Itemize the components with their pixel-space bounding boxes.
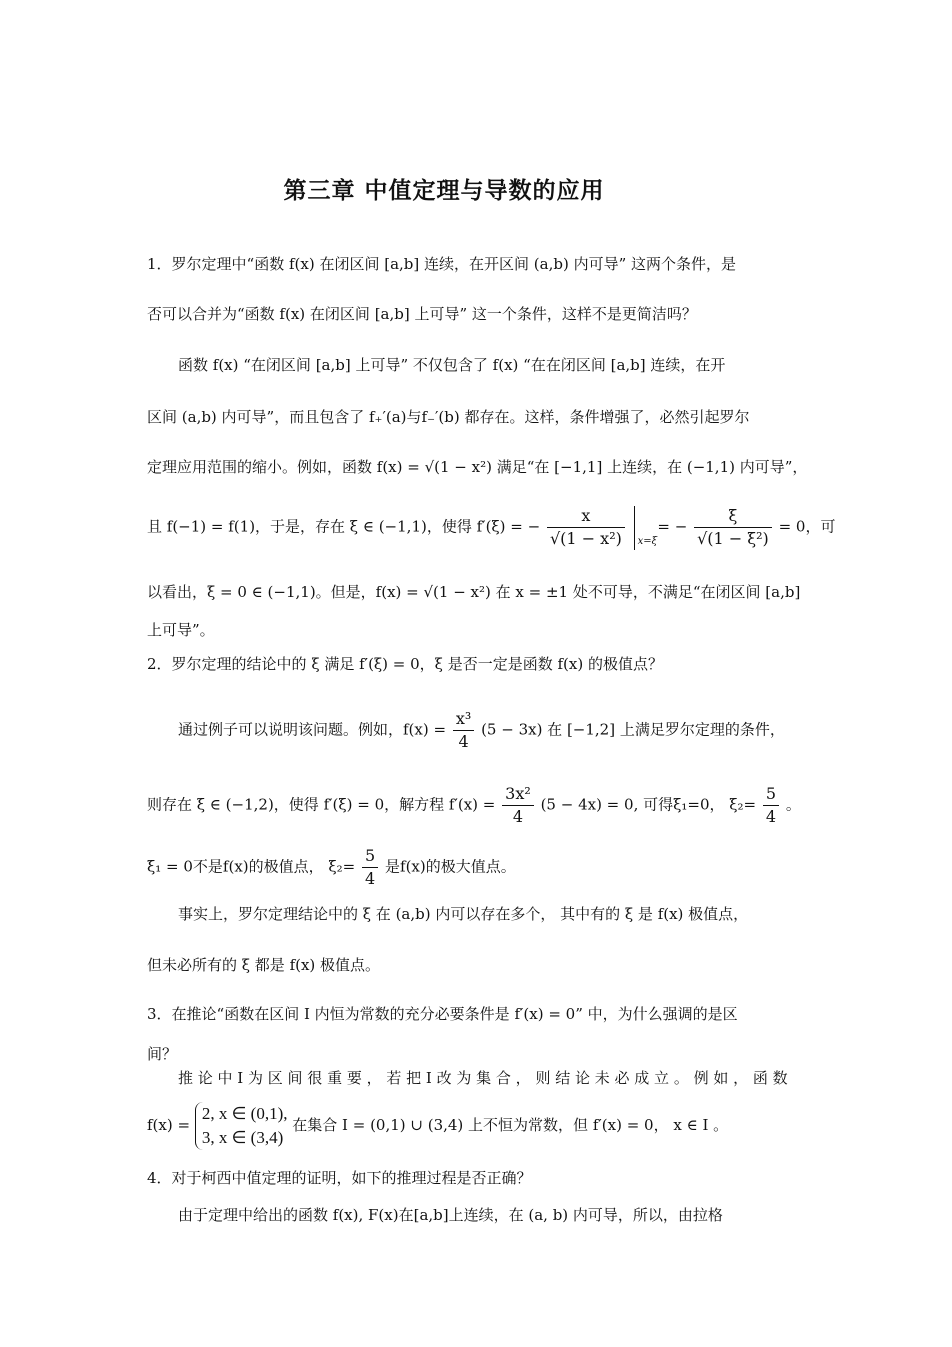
answer-1-line-4-part-a: 且 f(−1) = f(1)，于是，存在 ξ ∈ (−1,1)，使得 f′(ξ) = − [147, 517, 541, 536]
evaluation-subscript: x=ξ [637, 535, 658, 547]
question-3-line-2: 间？ [147, 1045, 178, 1063]
piecewise-function-label: f(x) = [147, 1116, 191, 1134]
piecewise-case-1: 2, x ∈ (0,1), [201, 1104, 288, 1123]
answer-2-line-1 [178, 708, 785, 753]
answer-1-line-4 [147, 505, 835, 550]
piecewise-case-2: 3, x ∈ (3,4) [201, 1128, 284, 1147]
answer-2-line-4: 事实上，罗尔定理结论中的 ξ 在 (a,b) 内可以存在多个， 其中有的 ξ 是 f(x) 极值点， [178, 905, 749, 923]
answer-2-line-5: 但未必所有的 ξ 都是 f(x) 极值点。 [147, 956, 381, 974]
function-fraction [453, 708, 474, 753]
fraction-3-numerator: 3x² [502, 783, 534, 806]
root-fraction-numerator: 5 [763, 783, 779, 806]
fraction-1-numerator: x [547, 505, 625, 528]
answer-1-line-2: 区间 (a,b) 内可导”，而且包含了 f₊′(a)与f₋′(b) 都存在。这样，条件增强了，必然引起罗尔 [147, 408, 750, 426]
answer-2-line-3 [147, 845, 516, 890]
answer-2-line-1-part-b: (5 − 3x) 在 [−1,2] 上满足罗尔定理的条件， [481, 720, 785, 739]
fraction-1-denominator: √(1 − x²) [549, 529, 622, 548]
answer-3-line-1: 推 论 中 I 为 区 间 很 重 要 ， 若 把 I 改 为 集 合 ， 则 结 论 未 必 成 立 。 例 如 ， 函 数 [178, 1069, 788, 1087]
chapter-title: 第三章 中值定理与导数的应用 [283, 178, 605, 204]
root-fraction [763, 783, 779, 828]
fraction-2-denominator: √(1 − ξ²) [697, 529, 769, 548]
question-1-line-1: 1．罗尔定理中“函数 f(x) 在闭区间 [a,b] 连续，在开区间 (a,b) 内可导” 这两个条件，是 [147, 255, 737, 273]
derivative-fraction-3 [502, 783, 534, 828]
maximum-fraction-denominator: 4 [365, 869, 376, 888]
derivative-fraction-2 [694, 505, 772, 550]
evaluation-bar [634, 506, 658, 550]
answer-2-line-2-part-c: 。 [785, 795, 801, 814]
piecewise-cases [195, 1102, 288, 1150]
question-1-line-2: 否可以合并为“函数 f(x) 在闭区间 [a,b] 上可导” 这一个条件，这样不是更简洁吗？ [147, 305, 697, 323]
maximum-fraction [362, 845, 378, 890]
question-4: 4．对于柯西中值定理的证明，如下的推理过程是否正确？ [147, 1169, 532, 1187]
answer-1-line-5: 以看出，ξ = 0 ∈ (−1,1)。但是，f(x) = √(1 − x²) 在 x = ±1 处不可导，不满足“在闭区间 [a,b] [147, 583, 801, 601]
fraction-3-denominator: 4 [512, 807, 524, 826]
answer-1-line-6: 上可导”。 [147, 621, 215, 639]
function-fraction-numerator: x³ [453, 708, 474, 731]
answer-2-line-1-part-a: 通过例子可以说明该问题。例如，f(x) = [178, 720, 447, 739]
answer-2-line-3-part-b: 是f(x)的极大值点。 [385, 857, 516, 876]
answer-1-line-3: 定理应用范围的缩小。例如，函数 f(x) = √(1 − x²) 满足“在 [−1,1] 上连续，在 (−1,1) 内可导”， [147, 458, 808, 476]
answer-1-line-4-part-b: = − [657, 517, 688, 536]
question-2: 2．罗尔定理的结论中的 ξ 满足 f′(ξ) = 0，ξ 是否一定是函数 f(x) 的极值点？ [147, 655, 663, 673]
answer-1-line-4-part-c: = 0，可 [778, 517, 836, 536]
answer-2-line-2 [147, 783, 801, 828]
answer-2-line-2-part-b: (5 − 4x) = 0, 可得ξ₁=0， ξ₂= [540, 795, 757, 814]
answer-3-line-2 [147, 1102, 728, 1150]
answer-2-line-2-part-a: 则存在 ξ ∈ (−1,2)，使得 f′(ξ) = 0，解方程 f′(x) = [147, 795, 496, 814]
fraction-2-numerator: ξ [694, 505, 772, 528]
maximum-fraction-numerator: 5 [362, 845, 378, 868]
function-fraction-denominator: 4 [458, 732, 469, 751]
answer-3-line-2-part-b: 在集合 I = (0,1) ∪ (3,4) 上不恒为常数，但 f′(x) = 0， x ∈ I 。 [292, 1116, 729, 1134]
root-fraction-denominator: 4 [765, 807, 777, 826]
answer-2-line-3-part-a: ξ₁ = 0不是f(x)的极值点， ξ₂= [147, 857, 356, 876]
derivative-fraction-1 [547, 505, 625, 550]
answer-1-line-1: 函数 f(x) “在闭区间 [a,b] 上可导” 不仅包含了 f(x) “在在闭区间 [a,b] 连续，在开 [178, 356, 726, 374]
answer-4-line-1: 由于定理中给出的函数 f(x), F(x)在[a,b]上连续，在 (a, b) 内可导，所以，由拉格 [178, 1206, 723, 1224]
question-3-line-1: 3．在推论“函数在区间 I 内恒为常数的充分必要条件是 f′(x) = 0” 中，为什么强调的是区 [147, 1005, 738, 1023]
